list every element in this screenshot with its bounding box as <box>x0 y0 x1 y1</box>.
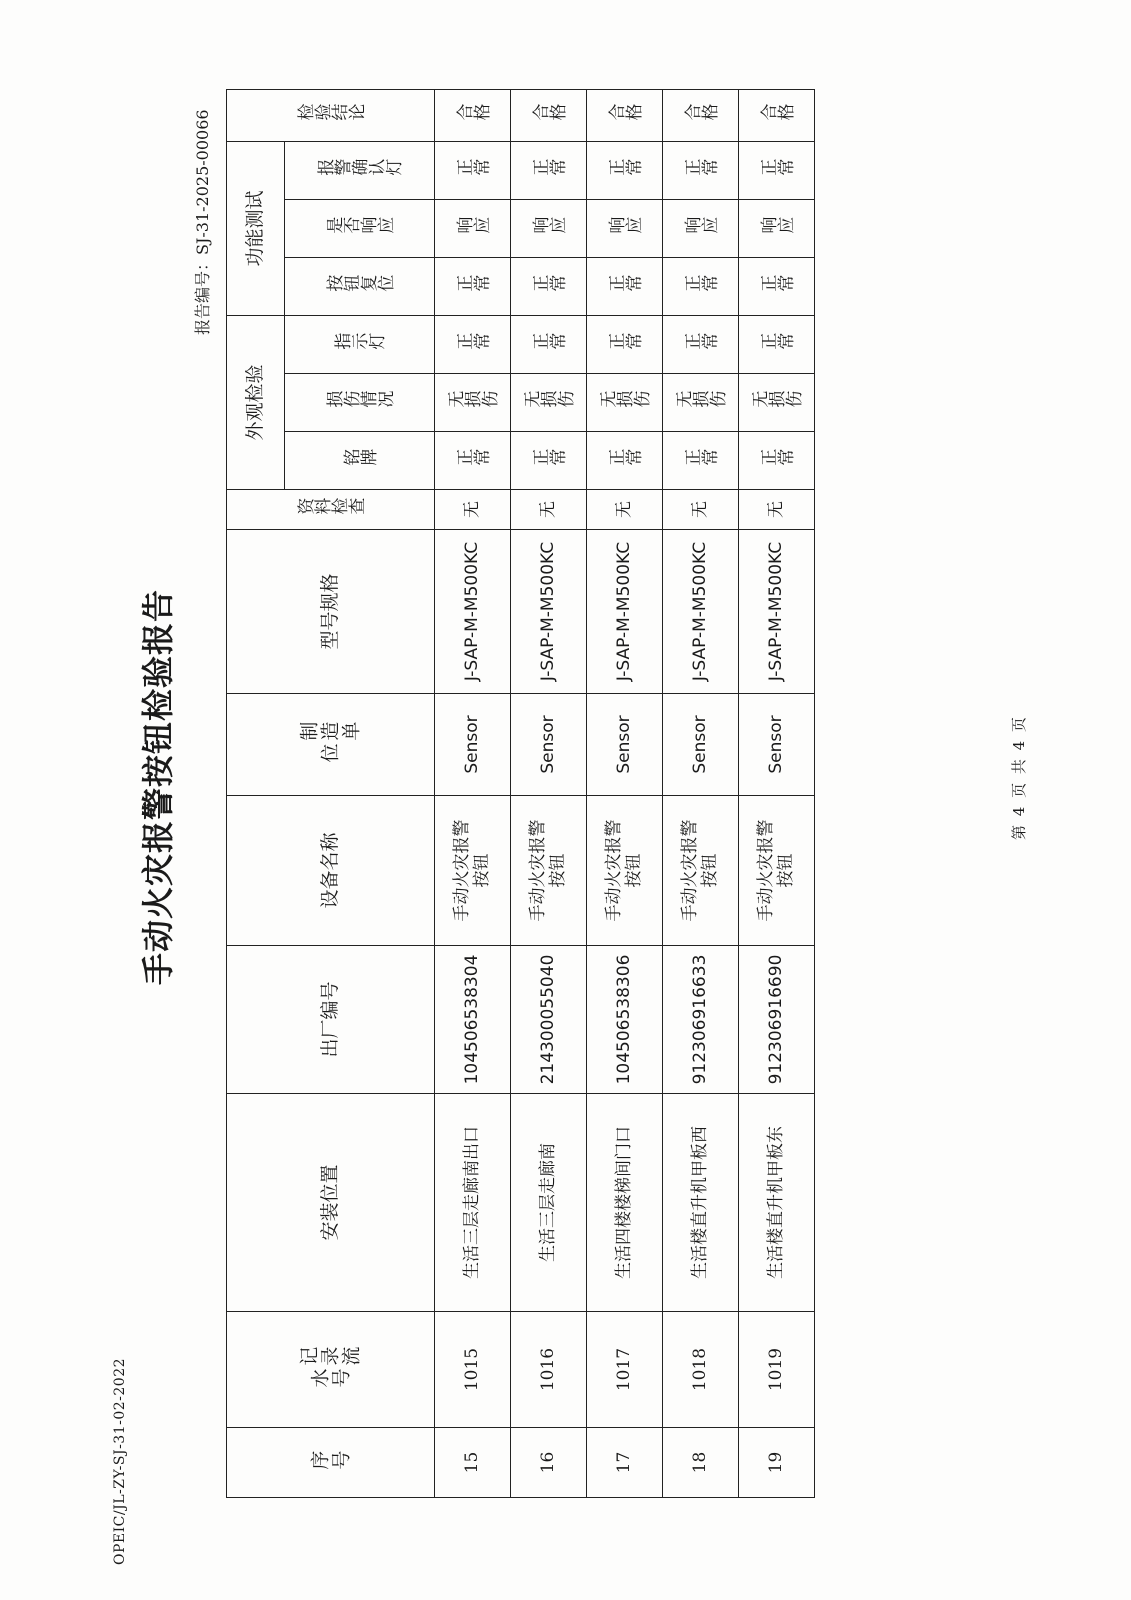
page-title: 手动火灾报警按钮检验报告 <box>139 588 177 985</box>
cell-seq: 15 <box>435 1428 511 1498</box>
cell-doc-check: 无 <box>739 490 815 530</box>
cell-confirm-lamp: 正常 <box>435 141 511 199</box>
cell-indicator: 正常 <box>435 315 511 373</box>
report-number: 报告编号：SJ-31-2025-00066 <box>193 109 212 335</box>
cell-record-no: 1016 <box>511 1312 587 1428</box>
cell-seq: 18 <box>663 1428 739 1498</box>
cell-record-no: 1019 <box>739 1312 815 1428</box>
cell-confirm-lamp: 正常 <box>511 141 587 199</box>
cell-response: 响应 <box>663 199 739 257</box>
cell-response: 响应 <box>587 199 663 257</box>
cell-reset: 正常 <box>511 257 587 315</box>
cell-doc-check: 无 <box>511 490 587 530</box>
cell-damage: 无损伤 <box>587 374 663 432</box>
cell-factory-no: 104506538304 <box>435 946 511 1094</box>
cell-location: 生活四楼楼梯间门口 <box>587 1094 663 1312</box>
header-location: 安装位置 <box>227 1094 435 1312</box>
cell-model: J-SAP-M-M500KC <box>511 530 587 694</box>
cell-confirm-lamp: 正常 <box>663 141 739 199</box>
cell-device-name: 手动火灾报警按钮 <box>435 796 511 946</box>
header-factory-no: 出厂编号 <box>227 946 435 1094</box>
cell-manufacturer: Sensor <box>511 694 587 796</box>
cell-manufacturer: Sensor <box>739 694 815 796</box>
header-nameplate: 铭牌 <box>285 432 435 490</box>
cell-indicator: 正常 <box>511 315 587 373</box>
cell-factory-no: 912306916690 <box>739 946 815 1094</box>
cell-reset: 正常 <box>435 257 511 315</box>
cell-model: J-SAP-M-M500KC <box>739 530 815 694</box>
table-row <box>511 89 587 1497</box>
header-appearance: 外观检验 <box>227 315 285 489</box>
header-record-no: 记录流水号 <box>227 1312 435 1428</box>
cell-device-name: 手动火灾报警按钮 <box>663 796 739 946</box>
table-row <box>587 89 663 1497</box>
cell-reset: 正常 <box>663 257 739 315</box>
cell-location: 生活楼直升机甲板东 <box>739 1094 815 1312</box>
header-model: 型号规格 <box>227 530 435 694</box>
header-function: 功能测试 <box>227 141 285 315</box>
cell-confirm-lamp: 正常 <box>739 141 815 199</box>
cell-factory-no: 912306916633 <box>663 946 739 1094</box>
header-response: 是否响应 <box>285 199 435 257</box>
header-doc-check: 资料检查 <box>227 490 435 530</box>
header-reset: 按钮复位 <box>285 257 435 315</box>
cell-doc-check: 无 <box>663 490 739 530</box>
table-row <box>435 89 511 1497</box>
cell-factory-no: 104506538306 <box>587 946 663 1094</box>
cell-manufacturer: Sensor <box>663 694 739 796</box>
cell-conclusion: 合格 <box>511 89 587 141</box>
cell-model: J-SAP-M-M500KC <box>435 530 511 694</box>
cell-damage: 无损伤 <box>739 374 815 432</box>
page-number: 第 4 页 共 4 页 <box>1010 715 1028 840</box>
cell-location: 生活三层走廊南出口 <box>435 1094 511 1312</box>
form-code: OPEIC/JL-ZY-SJ-31-02-2022 <box>112 1357 128 1565</box>
cell-reset: 正常 <box>739 257 815 315</box>
cell-indicator: 正常 <box>587 315 663 373</box>
cell-location: 生活楼直升机甲板西 <box>663 1094 739 1312</box>
cell-factory-no: 214300055040 <box>511 946 587 1094</box>
cell-seq: 17 <box>587 1428 663 1498</box>
cell-indicator: 正常 <box>663 315 739 373</box>
cell-damage: 无损伤 <box>435 374 511 432</box>
table-row <box>739 89 815 1497</box>
cell-nameplate: 正常 <box>435 432 511 490</box>
header-confirm-lamp: 报警确认灯 <box>285 141 435 199</box>
table-row <box>663 89 739 1497</box>
cell-seq: 16 <box>511 1428 587 1498</box>
cell-conclusion: 合格 <box>435 89 511 141</box>
header-manufacturer: 制造单位 <box>227 694 435 796</box>
cell-damage: 无损伤 <box>511 374 587 432</box>
cell-conclusion: 合格 <box>663 89 739 141</box>
cell-device-name: 手动火灾报警按钮 <box>739 796 815 946</box>
header-seq: 序号 <box>227 1428 435 1498</box>
cell-doc-check: 无 <box>435 490 511 530</box>
cell-response: 响应 <box>511 199 587 257</box>
cell-model: J-SAP-M-M500KC <box>663 530 739 694</box>
cell-nameplate: 正常 <box>511 432 587 490</box>
cell-reset: 正常 <box>587 257 663 315</box>
cell-conclusion: 合格 <box>587 89 663 141</box>
header-device-name: 设备名称 <box>227 796 435 946</box>
cell-location: 生活三层走廊南 <box>511 1094 587 1312</box>
cell-seq: 19 <box>739 1428 815 1498</box>
cell-indicator: 正常 <box>739 315 815 373</box>
cell-nameplate: 正常 <box>587 432 663 490</box>
header-conclusion: 检验结论 <box>227 89 435 141</box>
cell-record-no: 1015 <box>435 1312 511 1428</box>
cell-damage: 无损伤 <box>663 374 739 432</box>
cell-response: 响应 <box>435 199 511 257</box>
cell-confirm-lamp: 正常 <box>587 141 663 199</box>
cell-manufacturer: Sensor <box>587 694 663 796</box>
cell-record-no: 1017 <box>587 1312 663 1428</box>
cell-model: J-SAP-M-M500KC <box>587 530 663 694</box>
header-indicator: 指示灯 <box>285 315 435 373</box>
cell-record-no: 1018 <box>663 1312 739 1428</box>
cell-response: 响应 <box>739 199 815 257</box>
cell-device-name: 手动火灾报警按钮 <box>511 796 587 946</box>
cell-device-name: 手动火灾报警按钮 <box>587 796 663 946</box>
cell-conclusion: 合格 <box>739 89 815 141</box>
cell-manufacturer: Sensor <box>435 694 511 796</box>
header-damage: 损伤情况 <box>285 374 435 432</box>
inspection-table <box>226 89 815 1498</box>
cell-nameplate: 正常 <box>663 432 739 490</box>
cell-doc-check: 无 <box>587 490 663 530</box>
cell-nameplate: 正常 <box>739 432 815 490</box>
